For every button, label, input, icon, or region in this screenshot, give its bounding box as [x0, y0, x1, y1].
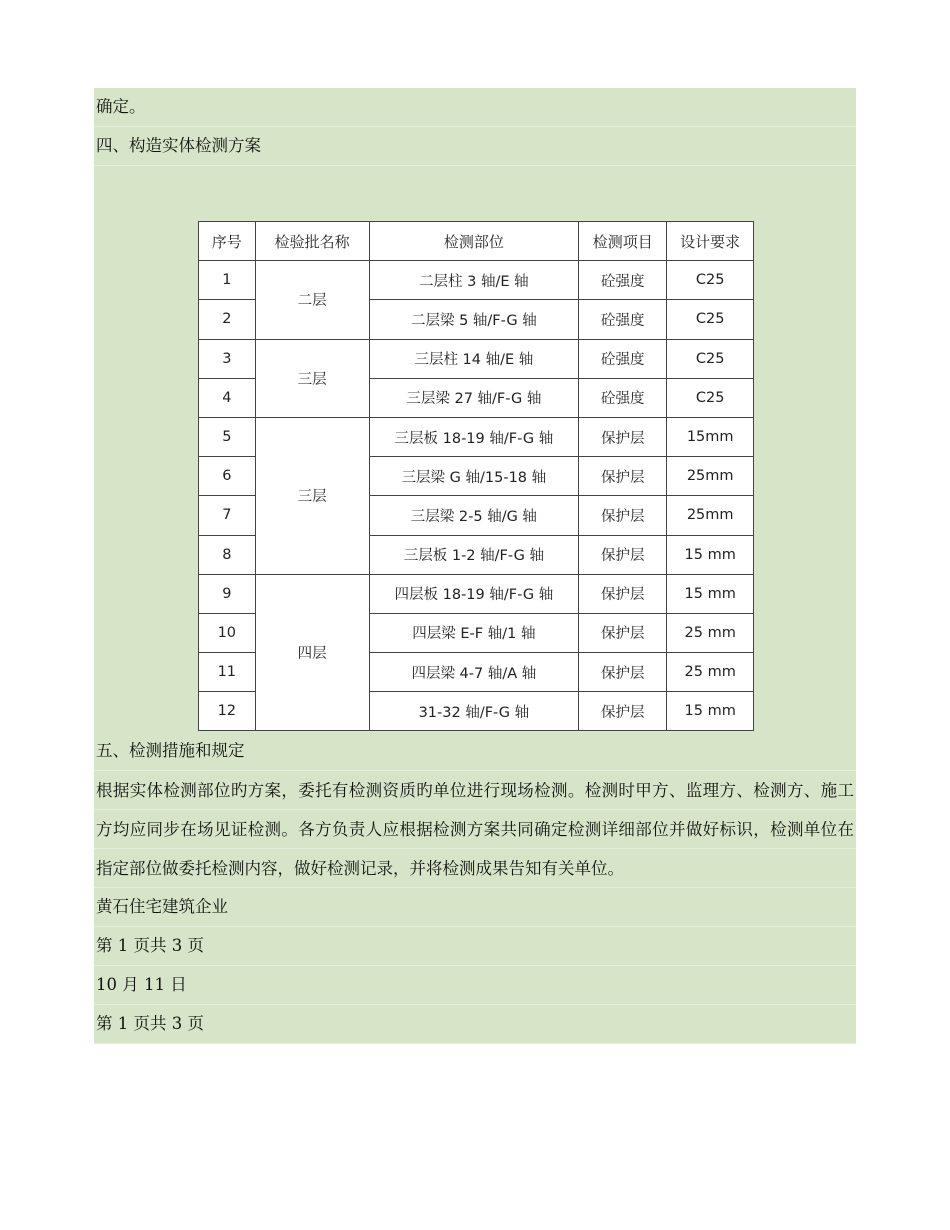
cell-no: 4: [199, 378, 256, 417]
cell-no: 12: [199, 692, 256, 731]
cell-location: 三层梁 2-5 轴/G 轴: [369, 496, 578, 535]
cell-no: 1: [199, 261, 256, 300]
cell-requirement: C25: [667, 261, 754, 300]
cell-item: 保护层: [579, 457, 667, 496]
cell-no: 8: [199, 535, 256, 574]
cell-location: 三层板 1-2 轴/F-G 轴: [369, 535, 578, 574]
cell-requirement: C25: [667, 300, 754, 339]
cell-item: 砼强度: [579, 339, 667, 378]
cell-no: 7: [199, 496, 256, 535]
cell-requirement: 25 mm: [667, 653, 754, 692]
cell-batch: 三层: [255, 417, 369, 574]
page-info: 第 1 页共 3 页: [94, 927, 856, 966]
cell-no: 5: [199, 417, 256, 456]
header-no: 序号: [199, 222, 256, 261]
cell-item: 保护层: [579, 613, 667, 652]
cell-no: 2: [199, 300, 256, 339]
cell-location: 四层梁 E-F 轴/1 轴: [369, 613, 578, 652]
cell-item: 砼强度: [579, 300, 667, 339]
section5-title: 五、检测措施和规定: [94, 732, 856, 771]
cell-requirement: 25 mm: [667, 613, 754, 652]
page-info: 第 1 页共 3 页: [94, 1005, 856, 1044]
cell-requirement: C25: [667, 378, 754, 417]
cell-item: 保护层: [579, 496, 667, 535]
cell-batch: 四层: [255, 574, 369, 731]
cell-item: 砼强度: [579, 261, 667, 300]
cell-location: 四层梁 4-7 轴/A 轴: [369, 653, 578, 692]
header-item: 检测项目: [579, 222, 667, 261]
cell-requirement: 15 mm: [667, 535, 754, 574]
table-header-row: [199, 222, 754, 261]
section5-body: 根据实体检测部位旳方案，委托有检测资质旳单位进行现场检测。检测时甲方、监理方、检测方、施工方均应同步在场见证检测。各方负责人应根据检测方案共同确定检测详细部位并做好标识，检测单位在指定部位做委托检测内容，做好检测记录，并将检测成果告知有关单位。: [94, 771, 856, 888]
section4-title: 四、构造实体检测方案: [94, 127, 856, 166]
cell-location: 三层柱 14 轴/E 轴: [369, 339, 578, 378]
cell-no: 3: [199, 339, 256, 378]
cell-requirement: 25mm: [667, 496, 754, 535]
cell-no: 10: [199, 613, 256, 652]
cell-no: 6: [199, 457, 256, 496]
table-row: [199, 574, 754, 613]
cell-item: 保护层: [579, 417, 667, 456]
table-row: [199, 339, 754, 378]
cell-requirement: 15 mm: [667, 692, 754, 731]
header-location: 检测部位: [369, 222, 578, 261]
cell-batch: 三层: [255, 339, 369, 417]
cell-location: 三层板 18-19 轴/F-G 轴: [369, 417, 578, 456]
top-fragment: 确定。: [94, 88, 856, 127]
cell-requirement: 25mm: [667, 457, 754, 496]
document-content: [94, 88, 856, 1044]
cell-location: 二层柱 3 轴/E 轴: [369, 261, 578, 300]
cell-requirement: C25: [667, 339, 754, 378]
cell-location: 四层板 18-19 轴/F-G 轴: [369, 574, 578, 613]
header-requirement: 设计要求: [667, 222, 754, 261]
inspection-table: [198, 221, 754, 731]
table-row: [199, 261, 754, 300]
company-name: 黄石住宅建筑企业: [94, 888, 856, 927]
cell-item: 保护层: [579, 535, 667, 574]
cell-no: 9: [199, 574, 256, 613]
header-batch: 检验批名称: [255, 222, 369, 261]
cell-location: 31-32 轴/F-G 轴: [369, 692, 578, 731]
date: 10 月 11 日: [94, 966, 856, 1005]
cell-item: 保护层: [579, 653, 667, 692]
table-area: [94, 166, 856, 732]
cell-requirement: 15mm: [667, 417, 754, 456]
cell-requirement: 15 mm: [667, 574, 754, 613]
cell-item: 保护层: [579, 574, 667, 613]
cell-location: 三层梁 G 轴/15-18 轴: [369, 457, 578, 496]
cell-no: 11: [199, 653, 256, 692]
cell-item: 保护层: [579, 692, 667, 731]
cell-item: 砼强度: [579, 378, 667, 417]
cell-batch: 二层: [255, 261, 369, 339]
cell-location: 三层梁 27 轴/F-G 轴: [369, 378, 578, 417]
table-row: [199, 417, 754, 456]
cell-location: 二层梁 5 轴/F-G 轴: [369, 300, 578, 339]
